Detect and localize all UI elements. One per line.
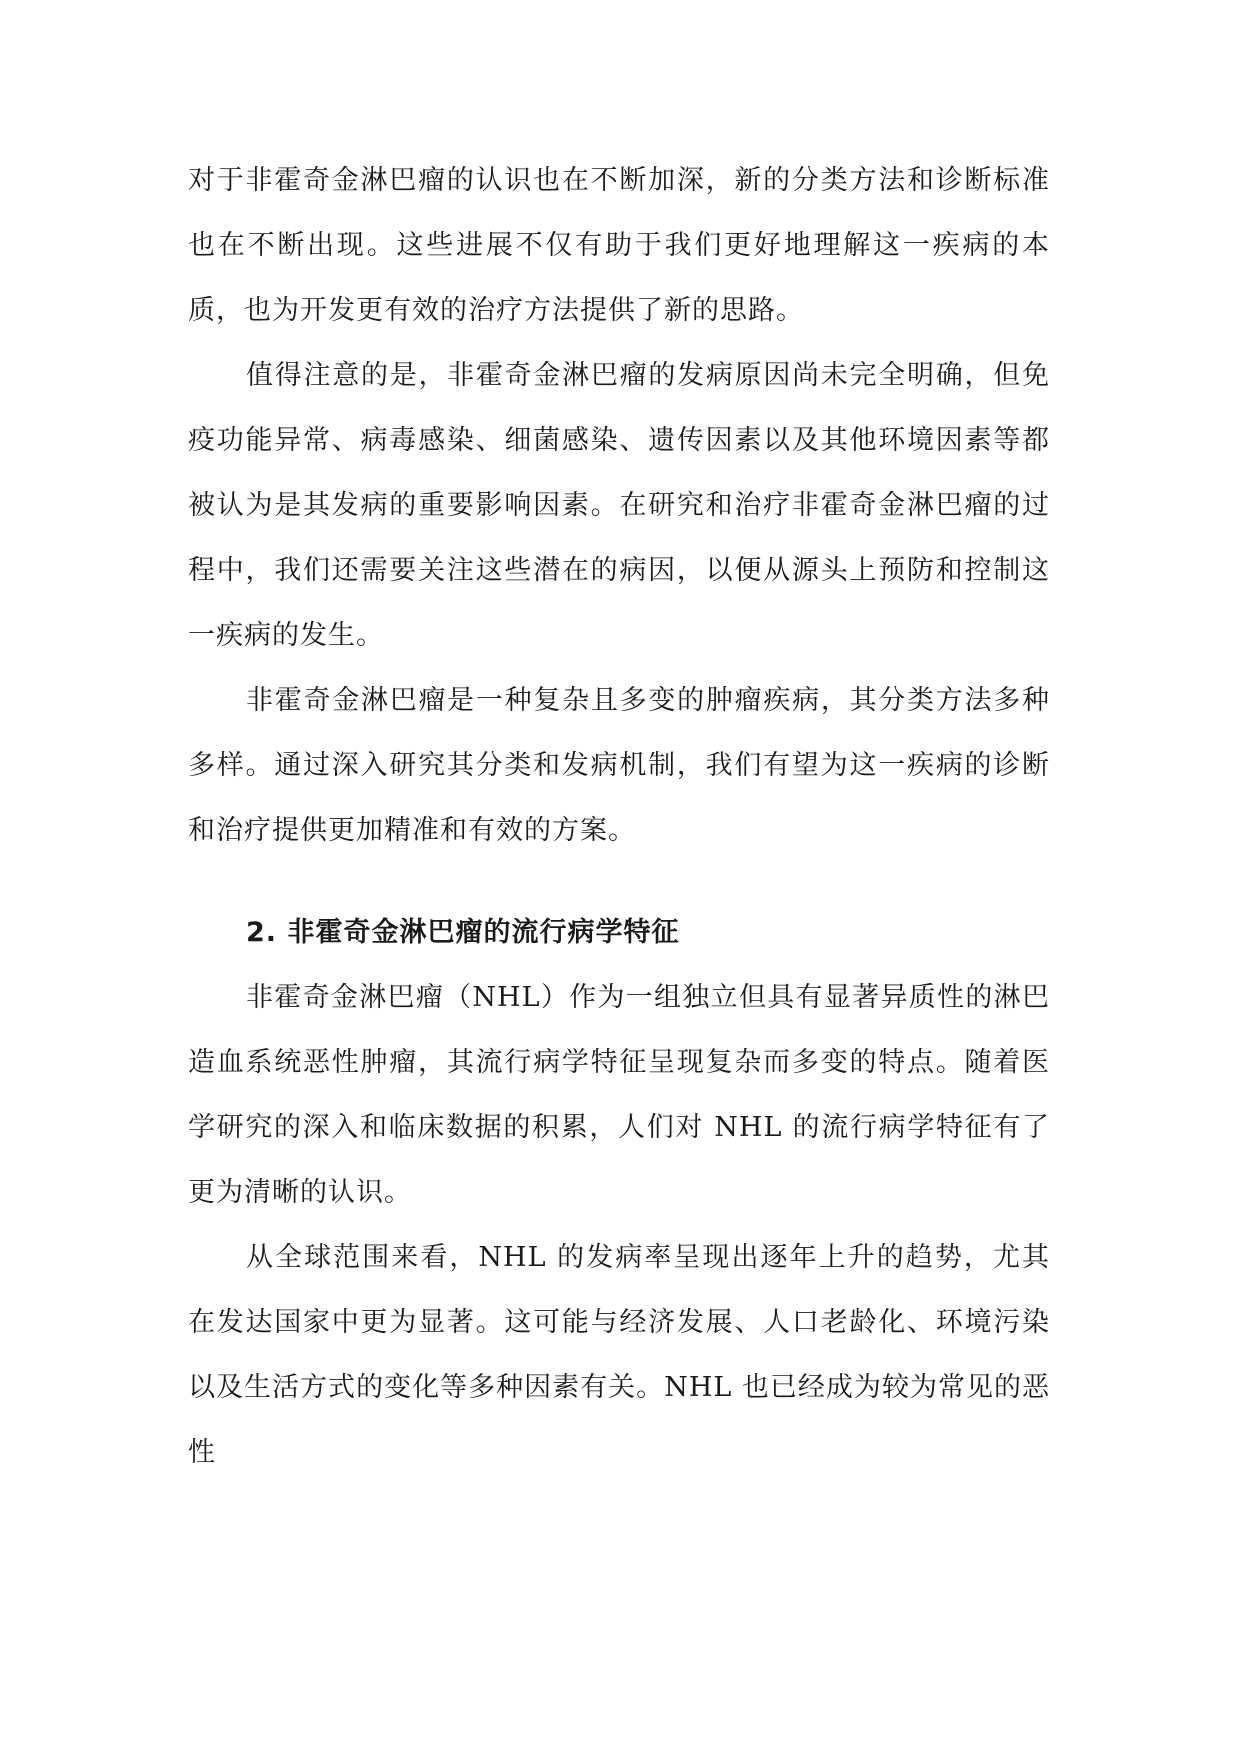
- body-paragraph: 从全球范围来看，NHL 的发病率呈现出逐年上升的趋势，尤其在发达国家中更为显著。这可能与经济发展、人口老龄化、环境污染以及生活方式的变化等多种因素有关。NHL 也已经成为较为常见的恶性: [188, 1242, 1050, 1468]
- section-heading: 2. 非霍奇金淋巴瘤的流行病学特征: [246, 917, 680, 948]
- document-body: [188, 148, 1050, 1485]
- body-paragraph: 值得注意的是，非霍奇金淋巴瘤的发病原因尚未完全明确，但免疫功能异常、病毒感染、细菌感染、遗传因素以及其他环境因素等都被认为是其发病的重要影响因素。在研究和治疗非霍奇金淋巴瘤的过程中，我们还需要关注这些潜在的病因，以便从源头上预防和控制这一疾病的发生。: [188, 360, 1050, 651]
- body-paragraph: 对于非霍奇金淋巴瘤的认识也在不断加深，新的分类方法和诊断标准也在不断出现。这些进展不仅有助于我们更好地理解这一疾病的本质，也为开发更有效的治疗方法提供了新的思路。: [188, 165, 1050, 326]
- body-paragraph: 非霍奇金淋巴瘤是一种复杂且多变的肿瘤疾病，其分类方法多种多样。通过深入研究其分类和发病机制，我们有望为这一疾病的诊断和治疗提供更加精准和有效的方案。: [188, 685, 1050, 846]
- body-paragraph: 非霍奇金淋巴瘤（NHL）作为一组独立但具有显著异质性的淋巴造血系统恶性肿瘤，其流行病学特征呈现复杂而多变的特点。随着医学研究的深入和临床数据的积累，人们对 NHL 的流行病学特征有了更为清晰的认识。: [188, 982, 1050, 1208]
